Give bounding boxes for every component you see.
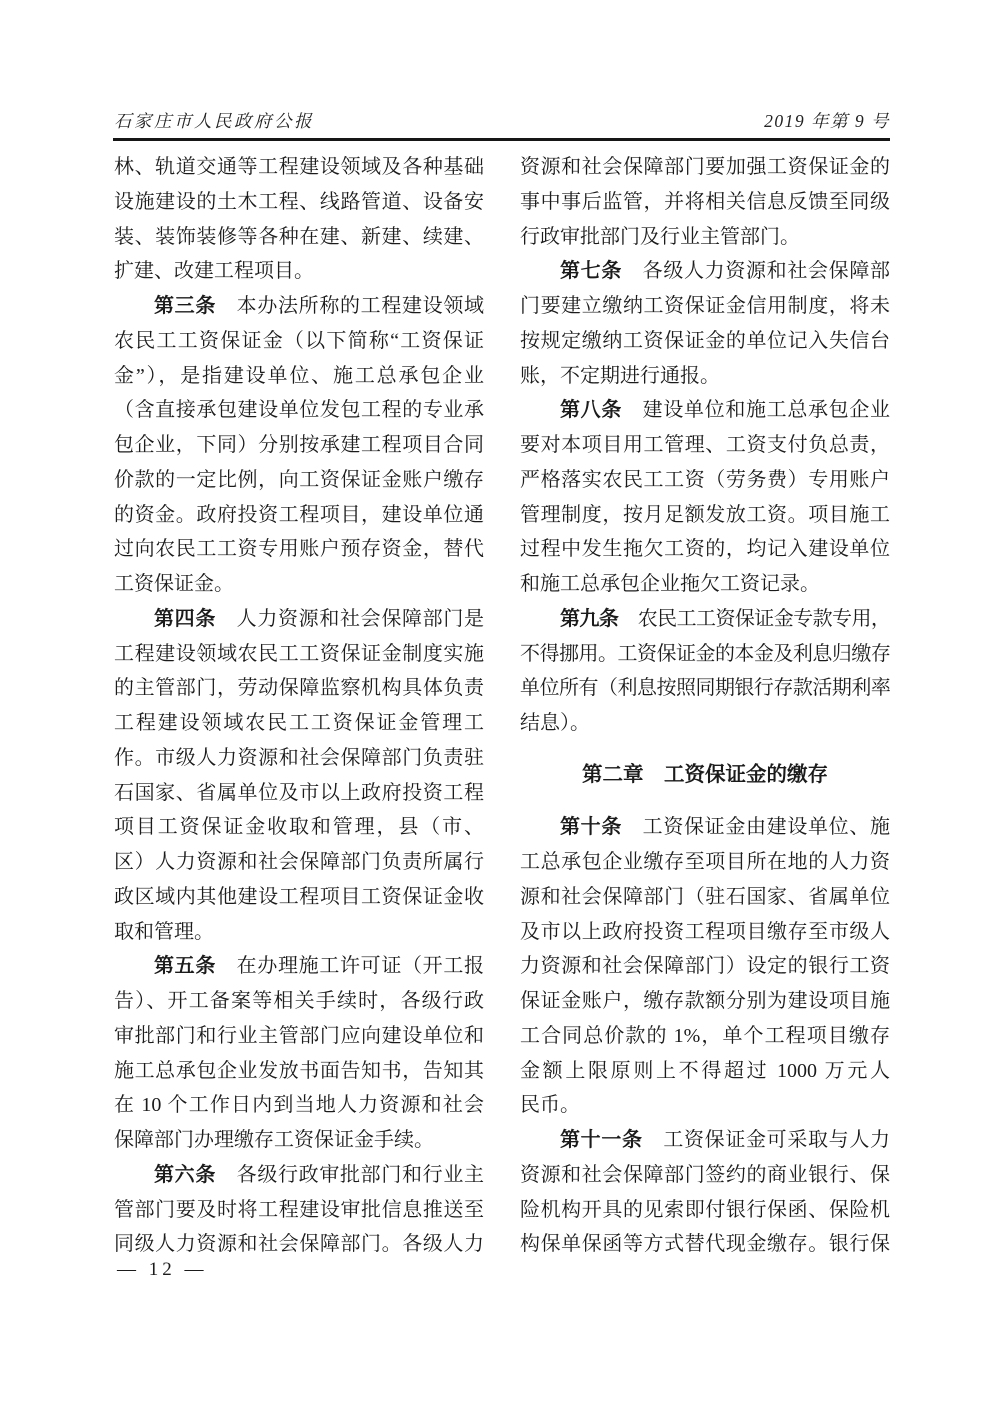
text-line: 审批部门和行业主管部门应向建设单位和: [114, 1024, 484, 1047]
article-number: 第八条: [560, 399, 622, 422]
article-number: 第九条: [560, 607, 619, 630]
text-line: 构保单保函等方式替代现金缴存。银行保: [520, 1233, 890, 1256]
text-line: 工资保证金。: [114, 573, 234, 595]
article-number: 第六条: [154, 1163, 216, 1186]
article-number: 第三条: [154, 295, 216, 317]
text-line: 管理制度，按月足额发放工资。项目施工: [520, 503, 890, 526]
header-rule: [113, 138, 890, 141]
article-start-line: 第六条 各级行政审批部门和行业主: [154, 1163, 484, 1186]
text-line: 石国家、省属单位及市以上政府投资工程: [114, 781, 484, 804]
text-line: 过向农民工工资专用账户预存资金，替代: [114, 538, 484, 561]
text-line: 资源和社会保障部门签约的商业银行、保: [520, 1163, 890, 1186]
text-line: 事中事后监管，并将相关信息反馈至同级: [520, 190, 890, 213]
text-line: 险机构开具的见索即付银行保函、保险机: [520, 1198, 890, 1221]
text-line: 装、装饰装修等各种在建、新建、续建、: [114, 225, 484, 248]
text-line: 价款的一定比例，向工资保证金账户缴存: [114, 468, 484, 491]
text-line: 金额上限原则上不得超过 1000 万元人: [520, 1059, 890, 1082]
left-column: [114, 150, 484, 1262]
text-line: 及市以上政府投资工程项目缴存至市级人: [520, 920, 890, 943]
page-number: — 12 —: [117, 1259, 208, 1280]
text-line: 民币。: [520, 1094, 580, 1117]
article-start-line: 第九条 农民工工资保证金专款专用，: [560, 607, 890, 630]
text-line: 项目工资保证金收取和管理，县（市、: [114, 816, 484, 839]
text-line: 作。市级人力资源和社会保障部门负责驻: [114, 746, 484, 769]
text-line: 金”），是指建设单位、施工总承包企业: [114, 364, 484, 387]
article-number: 第四条: [154, 607, 216, 630]
article-start-line: 第七条 各级人力资源和社会保障部: [560, 260, 890, 283]
text-line: 保证金账户，缴存款额分别为建设项目施: [520, 990, 890, 1013]
text-line: 不得挪用。工资保证金的本金及利息归缴存: [520, 642, 890, 665]
article-number: 第十一条: [560, 1129, 643, 1152]
chapter-heading: 第二章 工资保证金的缴存: [582, 763, 828, 787]
text-line: 结息）。: [520, 712, 590, 734]
text-line: 在 10 个工作日内到当地人力资源和社会: [114, 1094, 484, 1117]
text-line: 和施工总承包企业拖欠工资记录。: [520, 573, 820, 595]
text-line: 政区域内其他建设工程项目工资保证金收: [114, 885, 484, 908]
text-line: 的主管部门，劳动保障监察机构具体负责: [114, 677, 484, 700]
article-number: 第五条: [154, 955, 216, 978]
article-start-line: 第四条 人力资源和社会保障部门是: [154, 607, 484, 630]
text-line: （含直接承包建设单位发包工程的专业承: [114, 399, 484, 422]
text-line: 过程中发生拖欠工资的，均记入建设单位: [520, 538, 890, 561]
text-line: 扩建、改建工程项目。: [114, 260, 314, 283]
text-line: 设施建设的土木工程、线路管道、设备安: [114, 190, 484, 213]
body-columns: [114, 150, 890, 1262]
text-line: 农民工工资保证金（以下简称“工资保证: [114, 329, 484, 352]
article-number: 第十条: [560, 816, 622, 839]
article-start-line: 第十条 工资保证金由建设单位、施: [560, 816, 890, 839]
article-start-line: 第三条 本办法所称的工程建设领域: [154, 295, 484, 317]
text-line: 力资源和社会保障部门）设定的银行工资: [520, 955, 890, 978]
text-line: 的资金。政府投资工程项目，建设单位通: [114, 503, 484, 526]
text-line: 要对本项目用工管理、工资支付负总责，: [520, 434, 890, 456]
article-start-line: 第十一条 工资保证金可采取与人力: [560, 1129, 891, 1152]
text-line: 同级人力资源和社会保障部门。各级人力: [114, 1233, 484, 1256]
text-line: 行政审批部门及行业主管部门。: [520, 225, 800, 248]
text-line: 严格落实农民工工资（劳务费）专用账户: [520, 468, 890, 491]
text-line: 单位所有（利息按照同期银行存款活期利率: [520, 677, 890, 700]
text-line: 取和管理。: [114, 920, 214, 943]
issue-number: 2019 年第 9 号: [764, 111, 890, 131]
text-line: 保障部门办理缴存工资保证金手续。: [114, 1129, 434, 1151]
text-line: 包企业，下同）分别按承建工程项目合同: [114, 434, 484, 456]
article-start-line: 第五条 在办理施工许可证（开工报: [154, 955, 484, 978]
text-line: 资源和社会保障部门要加强工资保证金的: [520, 156, 890, 178]
text-line: 工总承包企业缴存至项目所在地的人力资: [520, 851, 890, 874]
text-line: 区）人力资源和社会保障部门负责所属行: [114, 851, 484, 873]
text-line: 源和社会保障部门（驻石国家、省属单位: [520, 885, 890, 908]
text-line: 按规定缴纳工资保证金的单位记入失信台: [520, 329, 890, 352]
right-column: [520, 150, 890, 1262]
text-line: 工程建设领域农民工工资保证金管理工: [114, 712, 484, 734]
text-line: 管部门要及时将工程建设审批信息推送至: [114, 1198, 484, 1221]
text-line: 工合同总价款的 1%，单个工程项目缴存: [520, 1024, 890, 1047]
running-head: [114, 108, 890, 133]
text-line: 林、轨道交通等工程建设领域及各种基础: [114, 156, 484, 178]
article-start-line: 第八条 建设单位和施工总承包企业: [560, 399, 890, 422]
text-line: 门要建立缴纳工资保证金信用制度，将未: [520, 295, 890, 317]
publication-title: 石家庄市人民政府公报: [114, 111, 314, 131]
text-line: 告）、开工备案等相关手续时，各级行政: [114, 990, 484, 1012]
text-line: 工程建设领域农民工工资保证金制度实施: [114, 642, 484, 665]
text-line: 账，不定期进行通报。: [520, 364, 720, 387]
article-number: 第七条: [560, 260, 622, 283]
text-line: 施工总承包企业发放书面告知书，告知其: [114, 1059, 484, 1082]
